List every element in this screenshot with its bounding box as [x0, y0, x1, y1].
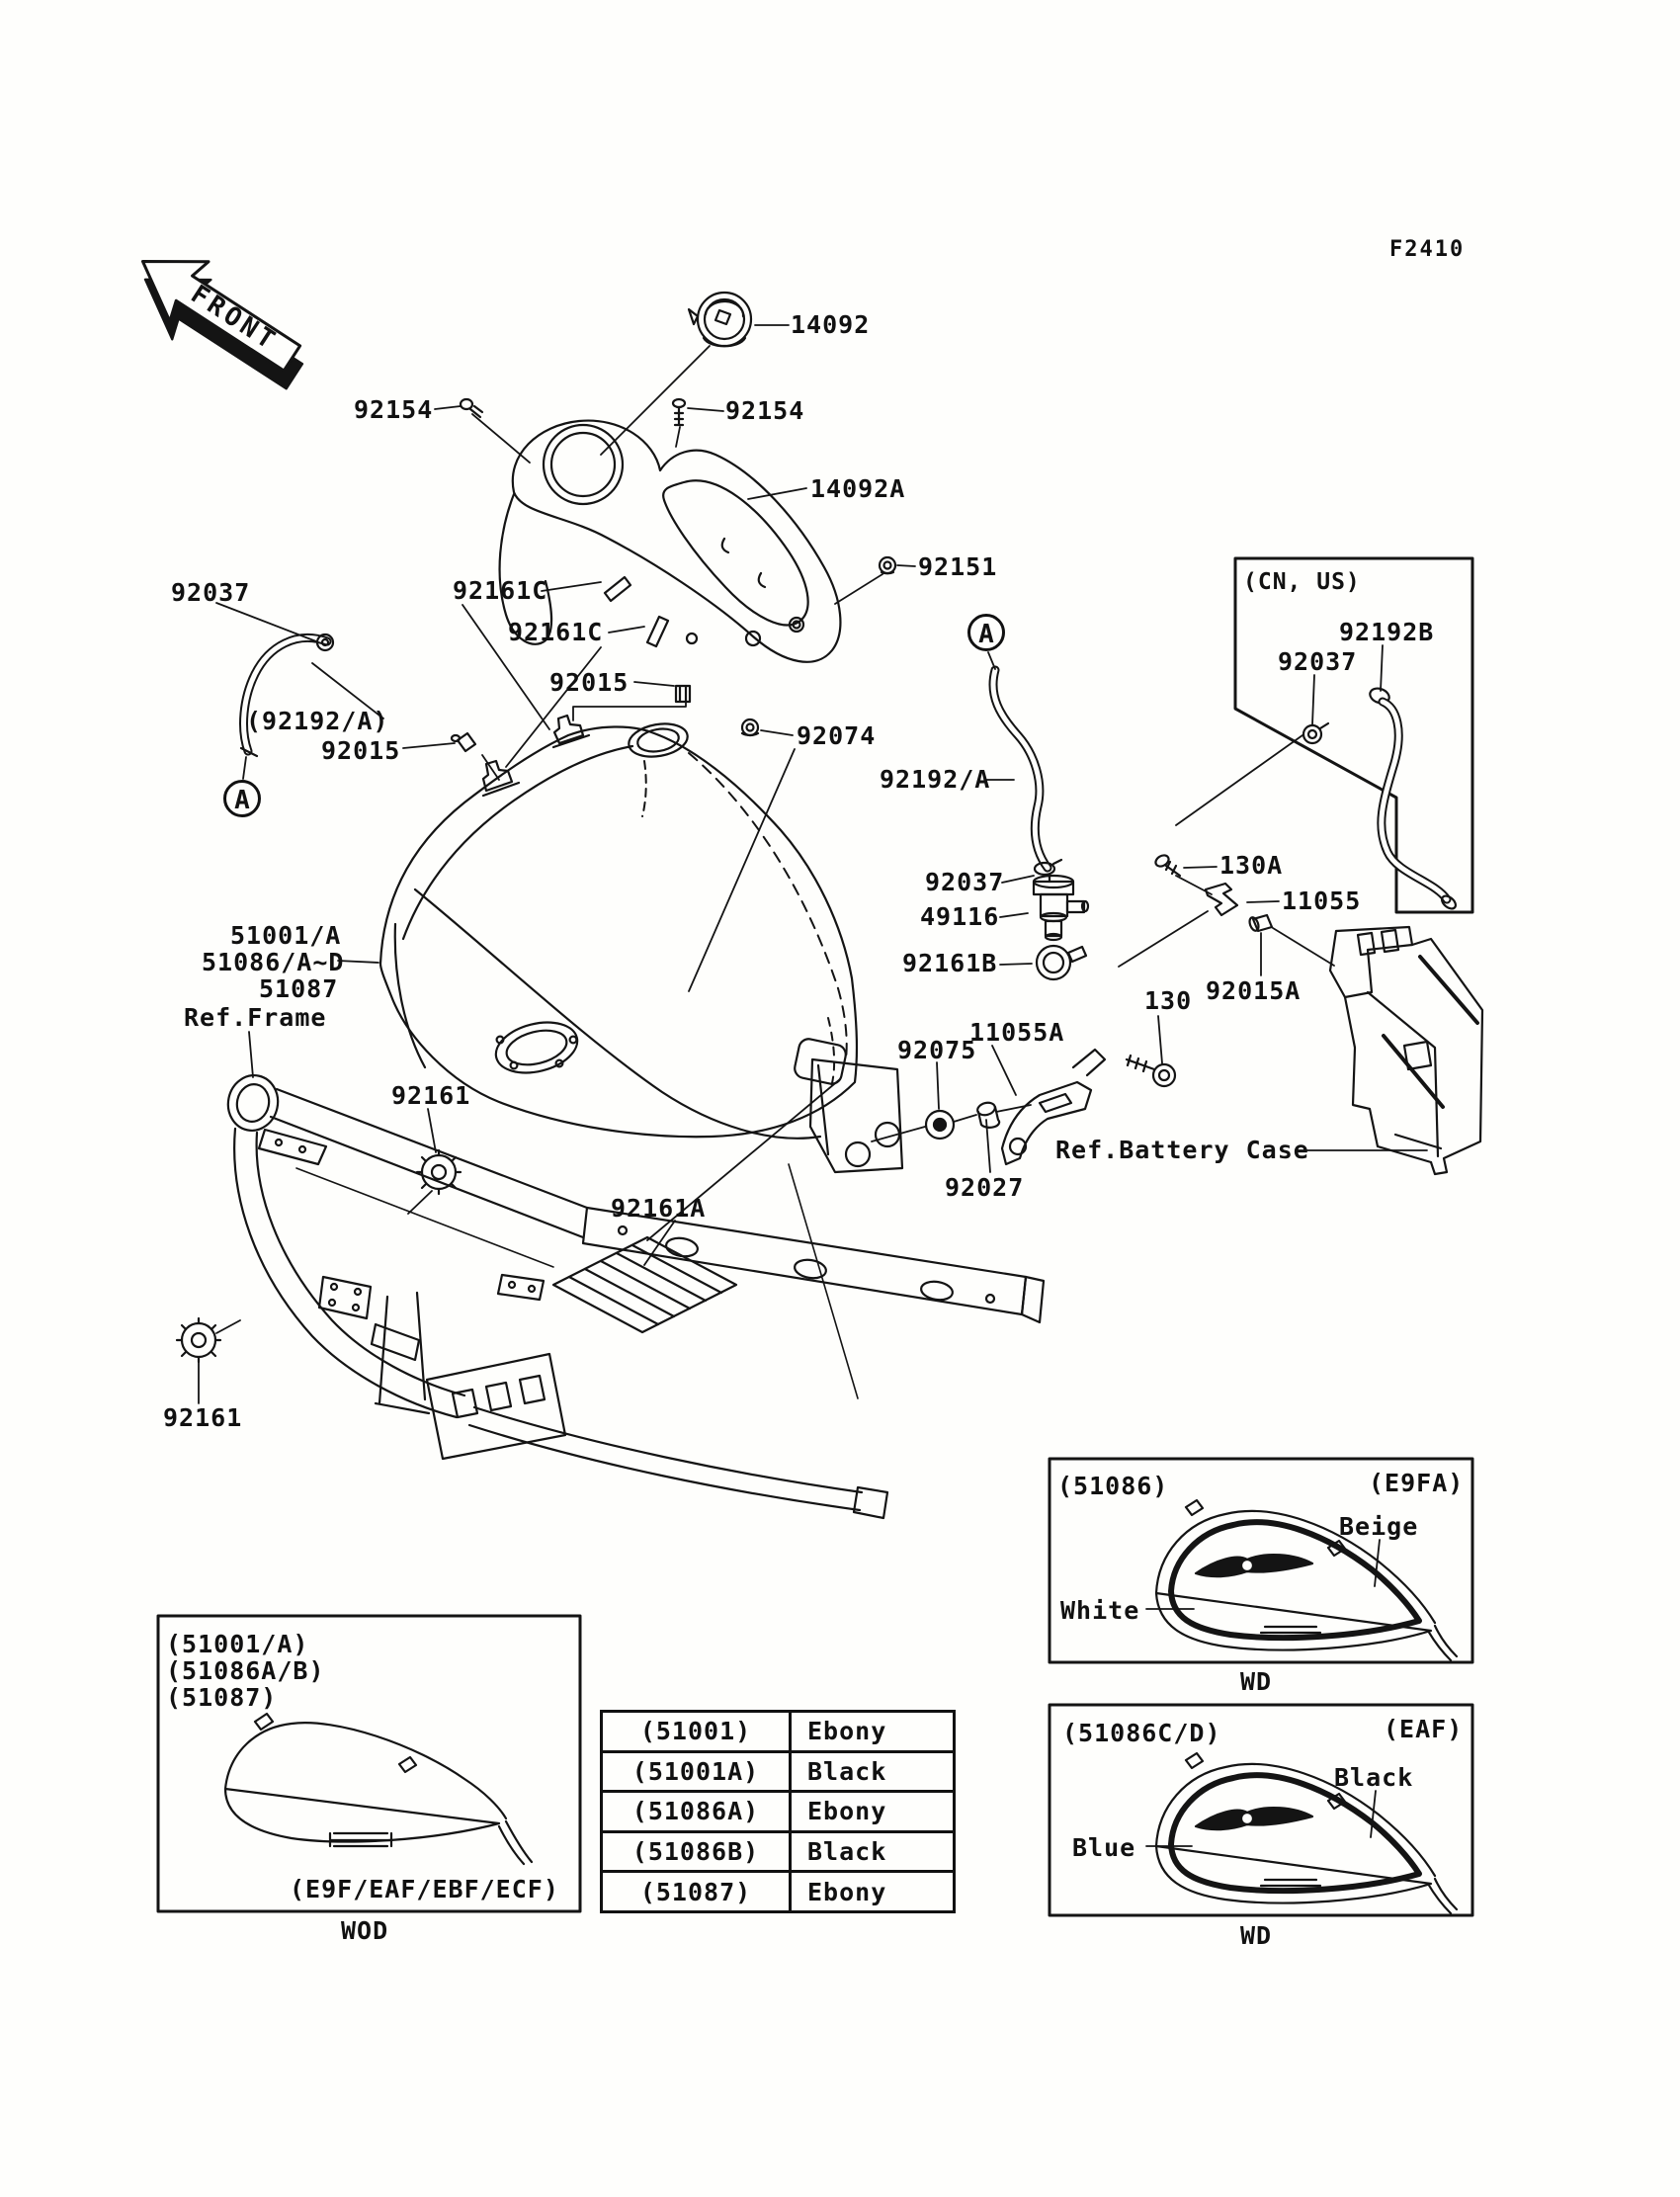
part-label-92192a: 92192/A: [880, 765, 991, 794]
part-label-130a: 130A: [1219, 851, 1284, 880]
part-label-92161a: 92161A: [611, 1194, 707, 1223]
part-code-cell: (51001A): [602, 1751, 791, 1792]
fuel-tap-art: [993, 670, 1088, 979]
callout-a-left: A: [223, 780, 261, 817]
part-label-49116: 49116: [920, 902, 1000, 931]
part-label-51001a: 51001/A: [230, 921, 342, 950]
front-arrow-label: FRONT: [185, 279, 284, 358]
part-label-92161c: 92161C: [453, 576, 548, 605]
part-label-wd: WD: [1240, 1667, 1273, 1696]
part-label-14092a: 14092A: [810, 474, 906, 503]
table-row: [602, 1872, 955, 1912]
part-label-blue: Blue: [1072, 1833, 1136, 1862]
damper-knob-icons: [177, 1150, 461, 1362]
table-row: [602, 1712, 955, 1752]
color-name-cell: Ebony: [791, 1792, 955, 1832]
part-label-92037: 92037: [171, 578, 251, 607]
part-label-92192a: (92192/A): [246, 707, 389, 735]
part-label-e9feafebfecf: (E9F/EAF/EBF/ECF): [290, 1875, 559, 1903]
battery-case-art: [1330, 927, 1482, 1174]
part-label-wod: WOD: [341, 1916, 389, 1945]
part-label-92161: 92161: [163, 1403, 243, 1432]
part-label-51086ad: 51086/A~D: [202, 948, 345, 976]
part-label-14092: 14092: [791, 310, 871, 339]
table-row: [602, 1751, 955, 1792]
figure-code: F2410: [1389, 237, 1466, 262]
part-label-51086ab: (51086A/B): [166, 1656, 325, 1685]
part-code-cell: (51087): [602, 1872, 791, 1912]
part-label-92161b: 92161B: [902, 949, 998, 977]
color-name-cell: Ebony: [791, 1712, 955, 1752]
part-label-92154: 92154: [354, 395, 434, 424]
part-label-92015: 92015: [321, 736, 401, 765]
part-label-92037: 92037: [1278, 647, 1358, 676]
color-name-cell: Ebony: [791, 1872, 955, 1912]
part-label-92075: 92075: [897, 1036, 977, 1064]
part-label-51086: (51086): [1057, 1472, 1169, 1500]
part-label-11055: 11055: [1282, 887, 1362, 915]
color-name-cell: Black: [791, 1831, 955, 1872]
part-label-92192b: 92192B: [1339, 618, 1435, 646]
part-label-e9fa: (E9FA): [1369, 1469, 1465, 1497]
part-label-eaf: (EAF): [1384, 1715, 1464, 1743]
part-label-refbatterycase: Ref.Battery Case: [1055, 1136, 1309, 1164]
part-label-white: White: [1060, 1596, 1140, 1625]
part-label-refframe: Ref.Frame: [184, 1003, 327, 1032]
ribbed-pad-art: [553, 1237, 736, 1332]
part-label-cnus: (CN, US): [1243, 569, 1361, 595]
part-label-51086cd: (51086C/D): [1062, 1719, 1221, 1747]
part-label-92037: 92037: [925, 868, 1005, 896]
part-label-51087: 51087: [259, 974, 339, 1003]
part-label-beige: Beige: [1339, 1512, 1419, 1541]
part-label-92027: 92027: [945, 1173, 1025, 1202]
color-name-cell: Black: [791, 1751, 955, 1792]
part-label-92015a: 92015A: [1206, 976, 1302, 1005]
part-code-cell: (51086B): [602, 1831, 791, 1872]
part-label-92161: 92161: [391, 1081, 471, 1110]
part-label-130: 130: [1144, 986, 1193, 1015]
part-label-51001a: (51001/A): [166, 1630, 309, 1658]
part-label-92151: 92151: [918, 552, 998, 581]
leader-lines: [199, 325, 1427, 1846]
table-row: [602, 1831, 955, 1872]
part-label-black: Black: [1334, 1763, 1414, 1792]
table-row: [602, 1792, 955, 1832]
fuel-cap-icon: [689, 293, 751, 346]
part-label-92015: 92015: [549, 668, 630, 697]
part-code-cell: (51086A): [602, 1792, 791, 1832]
part-label-92074: 92074: [797, 721, 877, 750]
part-label-wd: WD: [1240, 1921, 1273, 1950]
part-label-92154: 92154: [725, 396, 805, 425]
part-label-11055a: 11055A: [969, 1018, 1065, 1047]
callout-a-right: A: [967, 614, 1005, 651]
part-label-51087: (51087): [166, 1683, 278, 1712]
color-variant-table: [600, 1710, 956, 1913]
part-label-92161c: 92161C: [508, 618, 604, 646]
left-drain-hose-art: [241, 634, 333, 756]
part-code-cell: (51001): [602, 1712, 791, 1752]
